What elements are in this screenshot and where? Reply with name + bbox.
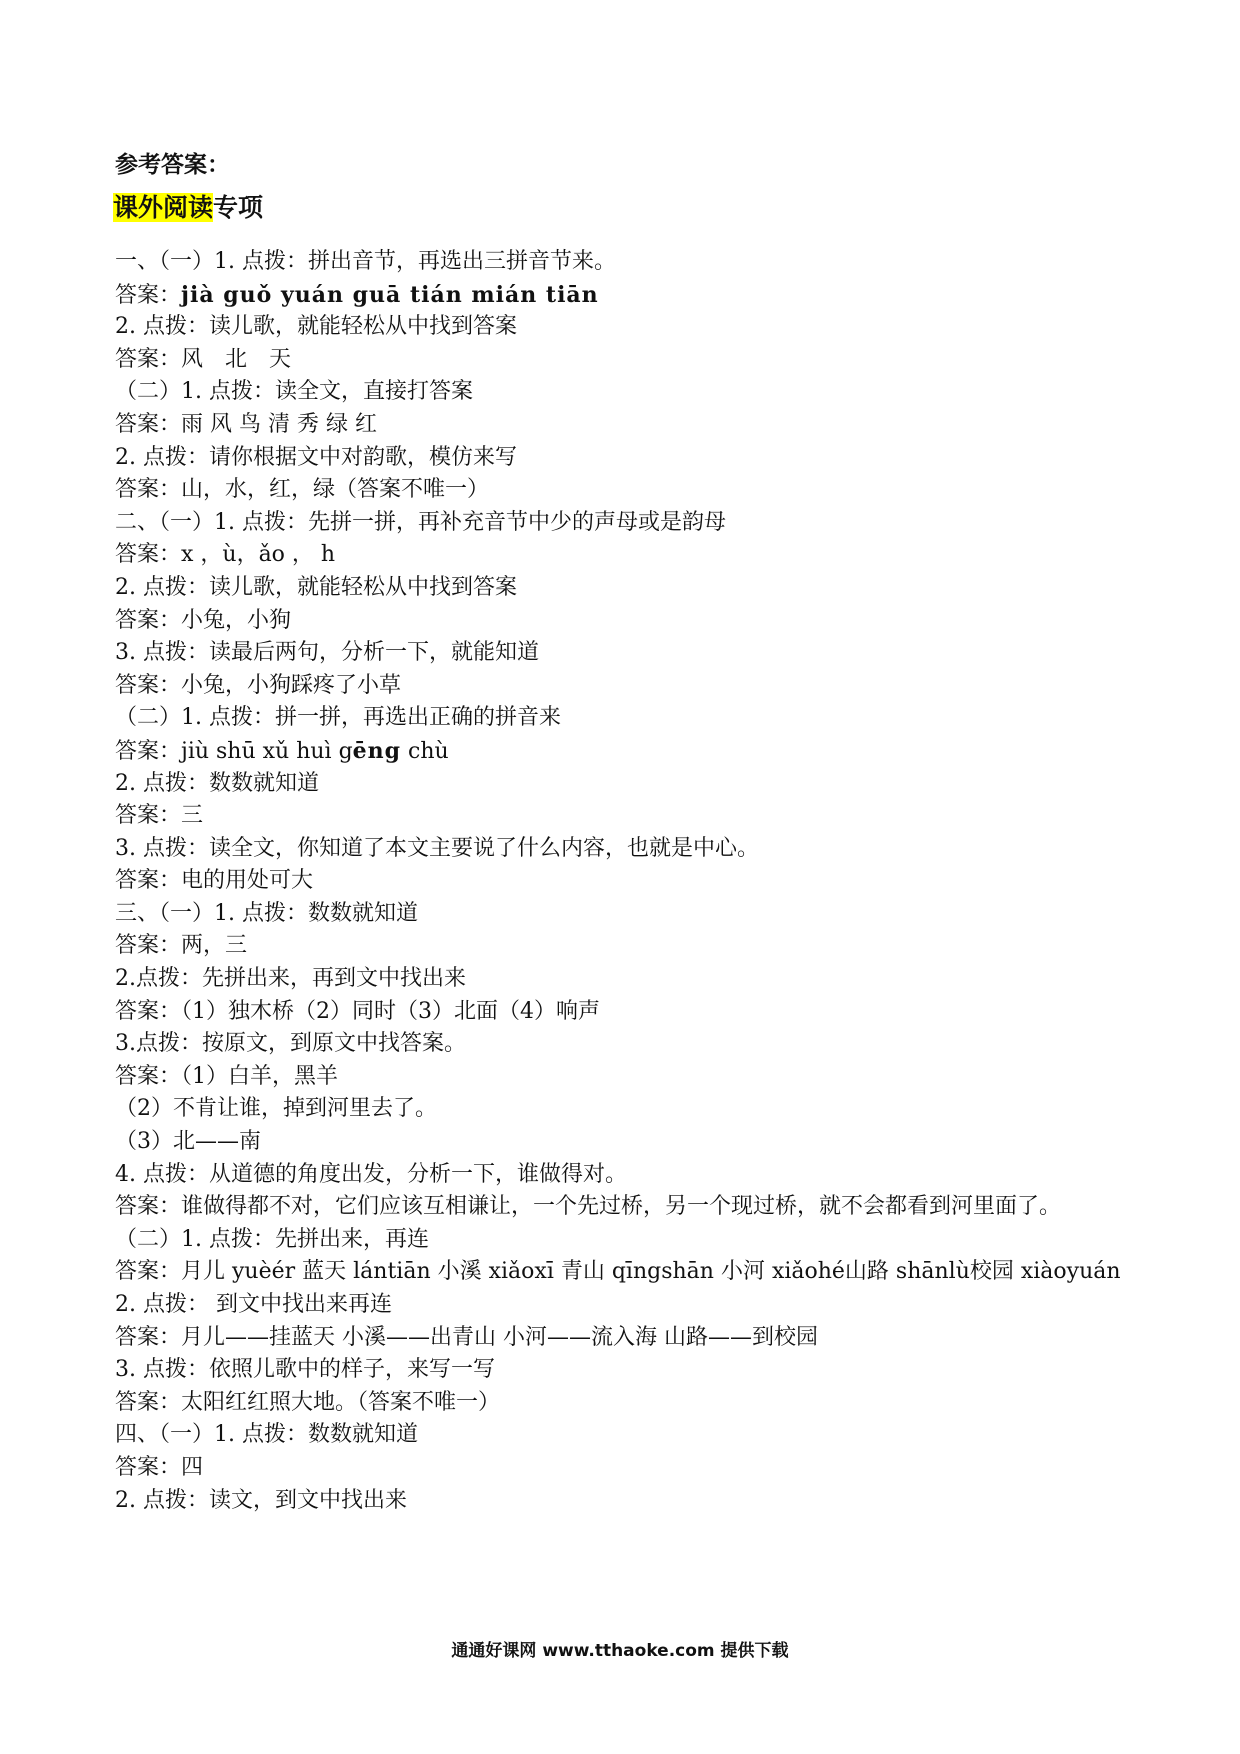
- text-line: 3. 点拨：读最后两句，分析一下，就能知道: [115, 640, 539, 666]
- text-line: 答案：两，三: [115, 933, 248, 959]
- text-line: （3）北——南: [115, 1129, 261, 1155]
- section-title-highlight: 课外阅读: [113, 193, 214, 222]
- text-line: 答案：雨 风 鸟 清 秀 绿 红: [115, 411, 377, 437]
- text-line: 2. 点拨： 到文中找出来再连: [115, 1292, 392, 1317]
- text-line: 答案：小兔，小狗: [115, 607, 292, 633]
- text-line: [115, 735, 1135, 768]
- text-line: 3.点拨：按原文，到原文中找答案。: [115, 1031, 466, 1057]
- text-line: （2）不肯让谁，掉到河里去了。: [115, 1096, 437, 1122]
- text-line: 答案：谁做得都不对，它们应该互相谦让，一个先过桥，另一个现过桥，就不会都看到河里面了。: [115, 1194, 1062, 1220]
- section-title-rest: 专项: [213, 193, 264, 222]
- text-line: 四、（一）1. 点拨：数数就知道: [115, 1422, 418, 1448]
- section-title: [113, 190, 263, 226]
- reference-answer-heading: 参考答案：: [115, 152, 230, 178]
- text-line: 2. 点拨：读儿歌，就能轻松从中找到答案: [115, 314, 517, 340]
- text-line: 2.点拨：先拼出来，再到文中找出来: [115, 966, 466, 992]
- pinyin-answer: jià guǒ yuán guā tián mián tiān: [181, 281, 599, 308]
- text-line: [115, 279, 1135, 312]
- text-line: 答案：四: [115, 1454, 204, 1480]
- text-line: 答案：月儿——挂蓝天 小溪——出青山 小河——流入海 山路——到校园: [115, 1324, 818, 1350]
- pinyin-answer-tail: chù: [401, 738, 449, 764]
- text-line: 答案：太阳红红照大地。（答案不唯一）: [115, 1389, 501, 1415]
- text-line: 2. 点拨：读文，到文中找出来: [115, 1487, 407, 1513]
- text-line: 3. 点拨：读全文，你知道了本文主要说了什么内容，也就是中心。: [115, 835, 759, 861]
- text-line: 答案：（1）独木桥（2）同时（3）北面（4）响声: [115, 998, 600, 1024]
- text-line: 三、（一）1. 点拨：数数就知道: [115, 900, 418, 926]
- text-line: （二）1. 点拨：先拼出来，再连: [115, 1226, 429, 1252]
- answer-label: 答案：: [115, 282, 182, 308]
- text-line: 一、（一）1. 点拨：拼出音节，再选出三拼音节来。: [115, 249, 616, 274]
- footer-credit: 通通好课网 www.tthaoke.com 提供下载: [451, 1641, 789, 1661]
- text-line: 答案：小兔，小狗踩疼了小草: [115, 672, 402, 698]
- text-line: 答案：x ，ù，ǎo ， h: [115, 542, 336, 568]
- text-line: 答案：月儿 yuèér 蓝天 lántiān 小溪 xiǎoxī 青山 qīngshān 小河 xiǎohé山路 shānlù校园 xiàoyuán: [115, 1259, 1121, 1285]
- answer-body: [115, 246, 1135, 1517]
- text-line: 2. 点拨：读儿歌，就能轻松从中找到答案: [115, 574, 517, 600]
- pinyin-bold: ēng: [352, 737, 402, 764]
- text-line: （二）1. 点拨：读全文，直接打答案: [115, 379, 473, 405]
- text-line: 答案：电的用处可大: [115, 868, 314, 894]
- text-line: 二、（一）1. 点拨：先拼一拼，再补充音节中少的声母或是韵母: [115, 509, 726, 535]
- text-line: 答案：三: [115, 803, 204, 829]
- pinyin-answer-text: 答案：jiù shū xǔ huì g: [115, 738, 353, 764]
- text-line: 2. 点拨：请你根据文中对韵歌，模仿来写: [115, 444, 517, 470]
- text-line: 答案：（1）白羊，黑羊: [115, 1063, 338, 1089]
- text-line: 答案：风 北 天: [115, 346, 292, 372]
- text-line: 3. 点拨：依照儿歌中的样子，来写一写: [115, 1357, 495, 1383]
- text-line: 2. 点拨：数数就知道: [115, 770, 319, 796]
- text-line: 答案：山，水，红，绿（答案不唯一）: [115, 477, 490, 503]
- text-line: （二）1. 点拨：拼一拼，再选出正确的拼音来: [115, 705, 561, 731]
- text-line: 4. 点拨：从道德的角度出发，分析一下，谁做得对。: [115, 1161, 627, 1187]
